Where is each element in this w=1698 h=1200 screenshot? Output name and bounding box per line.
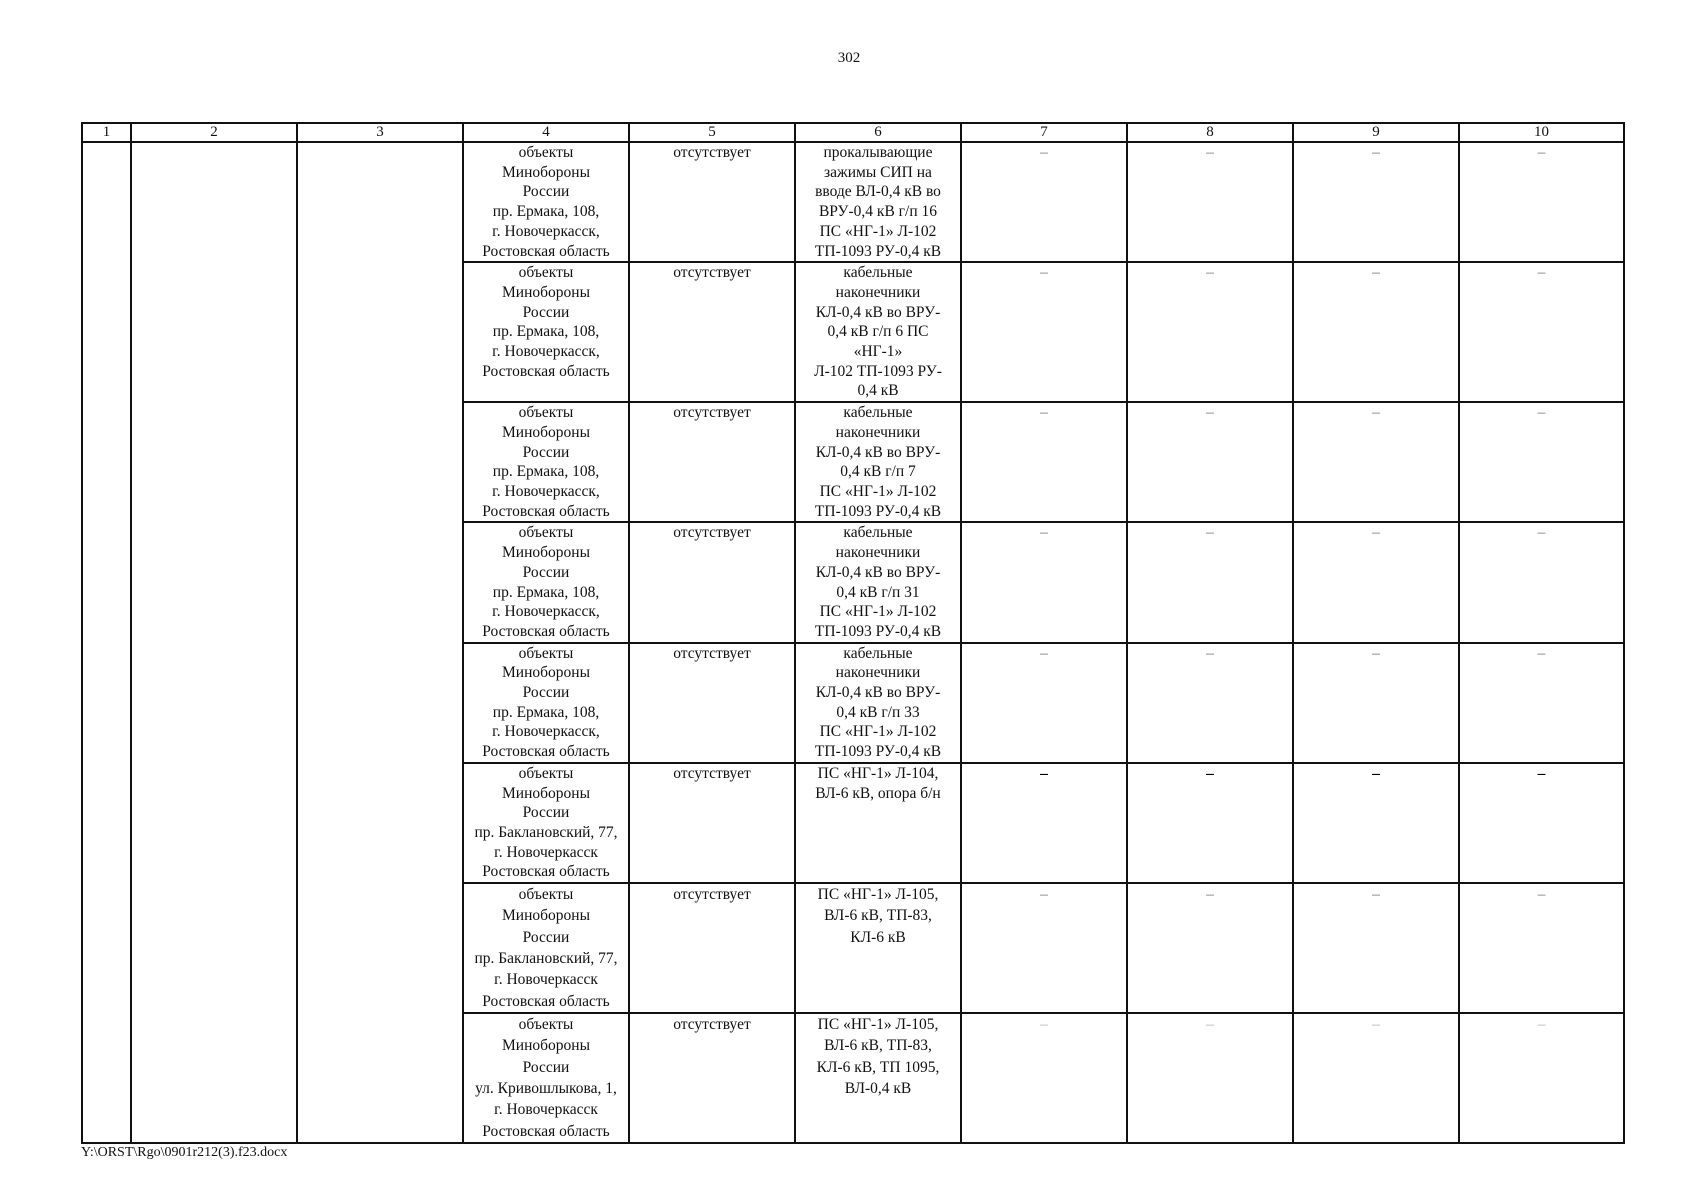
cell-status: отсутствует — [629, 142, 795, 262]
cell-col7: – — [961, 402, 1127, 522]
cell-status: отсутствует — [629, 883, 795, 1013]
column-number-2: 2 — [131, 123, 297, 142]
column-number-9: 9 — [1293, 123, 1459, 142]
cell-col10: – — [1459, 522, 1624, 642]
register-table — [81, 122, 1625, 1144]
cell-col8: – — [1127, 1013, 1293, 1143]
cell-equipment: ПС «НГ-1» Л-105, ВЛ-6 кВ, ТП-83, КЛ-6 кВ — [795, 883, 961, 1013]
page-number: 302 — [837, 50, 861, 66]
cell-equipment: кабельные наконечники КЛ-0,4 кВ во ВРУ- 0,4 кВ г/п 6 ПС «НГ-1» Л-102 ТП-1093 РУ- 0,4 кВ — [795, 262, 961, 402]
cell-location: объекты Минобороны России пр. Ермака, 108, г. Новочеркасск, Ростовская область — [463, 522, 629, 642]
cell-location: объекты Минобороны России пр. Баклановский, 77, г. Новочеркасск Ростовская область — [463, 763, 629, 883]
cell-name — [131, 142, 297, 1143]
cell-col7: – — [961, 1013, 1127, 1143]
cell-location: объекты Минобороны России пр. Ермака, 108, г. Новочеркасск, Ростовская область — [463, 643, 629, 763]
cell-location: объекты Минобороны России пр. Ермака, 108, г. Новочеркасск, Ростовская область — [463, 262, 629, 402]
cell-col8: – — [1127, 262, 1293, 402]
cell-col10: – — [1459, 142, 1624, 262]
cell-col9: – — [1293, 142, 1459, 262]
cell-status: отсутствует — [629, 1013, 795, 1143]
cell-type — [297, 142, 463, 1143]
cell-col10: – — [1459, 763, 1624, 883]
column-number-7: 7 — [961, 123, 1127, 142]
cell-equipment: ПС «НГ-1» Л-105, ВЛ-6 кВ, ТП-83, КЛ-6 кВ, ТП 1095, ВЛ-0,4 кВ — [795, 1013, 961, 1143]
cell-number — [82, 142, 131, 1143]
cell-col8: – — [1127, 142, 1293, 262]
cell-col10: – — [1459, 1013, 1624, 1143]
cell-col10: – — [1459, 643, 1624, 763]
cell-status: отсутствует — [629, 522, 795, 642]
cell-location: объекты Минобороны России ул. Кривошлыкова, 1, г. Новочеркасск Ростовская область — [463, 1013, 629, 1143]
column-number-1: 1 — [82, 123, 131, 142]
column-number-3: 3 — [297, 123, 463, 142]
table-row — [82, 142, 1624, 262]
cell-col7: – — [961, 262, 1127, 402]
column-number-5: 5 — [629, 123, 795, 142]
cell-col9: – — [1293, 643, 1459, 763]
cell-col9: – — [1293, 763, 1459, 883]
cell-col10: – — [1459, 883, 1624, 1013]
cell-col9: – — [1293, 522, 1459, 642]
column-number-10: 10 — [1459, 123, 1624, 142]
column-number-row — [82, 123, 1624, 142]
cell-equipment: кабельные наконечники КЛ-0,4 кВ во ВРУ- 0,4 кВ г/п 7 ПС «НГ-1» Л-102 ТП-1093 РУ-0,4 кВ — [795, 402, 961, 522]
cell-col7: – — [961, 142, 1127, 262]
cell-col7: – — [961, 643, 1127, 763]
cell-col8: – — [1127, 522, 1293, 642]
cell-equipment: прокалывающие зажимы СИП на вводе ВЛ-0,4 кВ во ВРУ-0,4 кВ г/п 16 ПС «НГ-1» Л-102 ТП-1093 РУ-0,4 кВ — [795, 142, 961, 262]
cell-col8: – — [1127, 643, 1293, 763]
cell-col8: – — [1127, 763, 1293, 883]
cell-col9: – — [1293, 262, 1459, 402]
cell-col7: – — [961, 522, 1127, 642]
cell-location: объекты Минобороны России пр. Ермака, 108, г. Новочеркасск, Ростовская область — [463, 142, 629, 262]
cell-equipment: кабельные наконечники КЛ-0,4 кВ во ВРУ- 0,4 кВ г/п 33 ПС «НГ-1» Л-102 ТП-1093 РУ-0,4 кВ — [795, 643, 961, 763]
cell-status: отсутствует — [629, 643, 795, 763]
cell-col10: – — [1459, 262, 1624, 402]
cell-col9: – — [1293, 402, 1459, 522]
cell-col7: – — [961, 763, 1127, 883]
file-path-footer: Y:\ORST\Rgo\0901r212(3).f23.docx — [81, 1145, 288, 1160]
cell-col9: – — [1293, 883, 1459, 1013]
cell-col9: – — [1293, 1013, 1459, 1143]
column-number-4: 4 — [463, 123, 629, 142]
cell-equipment: кабельные наконечники КЛ-0,4 кВ во ВРУ- 0,4 кВ г/п 31 ПС «НГ-1» Л-102 ТП-1093 РУ-0,4 кВ — [795, 522, 961, 642]
cell-col10: – — [1459, 402, 1624, 522]
cell-equipment: ПС «НГ-1» Л-104, ВЛ-6 кВ, опора б/н — [795, 763, 961, 883]
cell-status: отсутствует — [629, 402, 795, 522]
cell-col8: – — [1127, 402, 1293, 522]
cell-col7: – — [961, 883, 1127, 1013]
cell-status: отсутствует — [629, 763, 795, 883]
cell-col8: – — [1127, 883, 1293, 1013]
cell-location: объекты Минобороны России пр. Баклановский, 77, г. Новочеркасск Ростовская область — [463, 883, 629, 1013]
cell-location: объекты Минобороны России пр. Ермака, 108, г. Новочеркасск, Ростовская область — [463, 402, 629, 522]
column-number-6: 6 — [795, 123, 961, 142]
column-number-8: 8 — [1127, 123, 1293, 142]
cell-status: отсутствует — [629, 262, 795, 402]
